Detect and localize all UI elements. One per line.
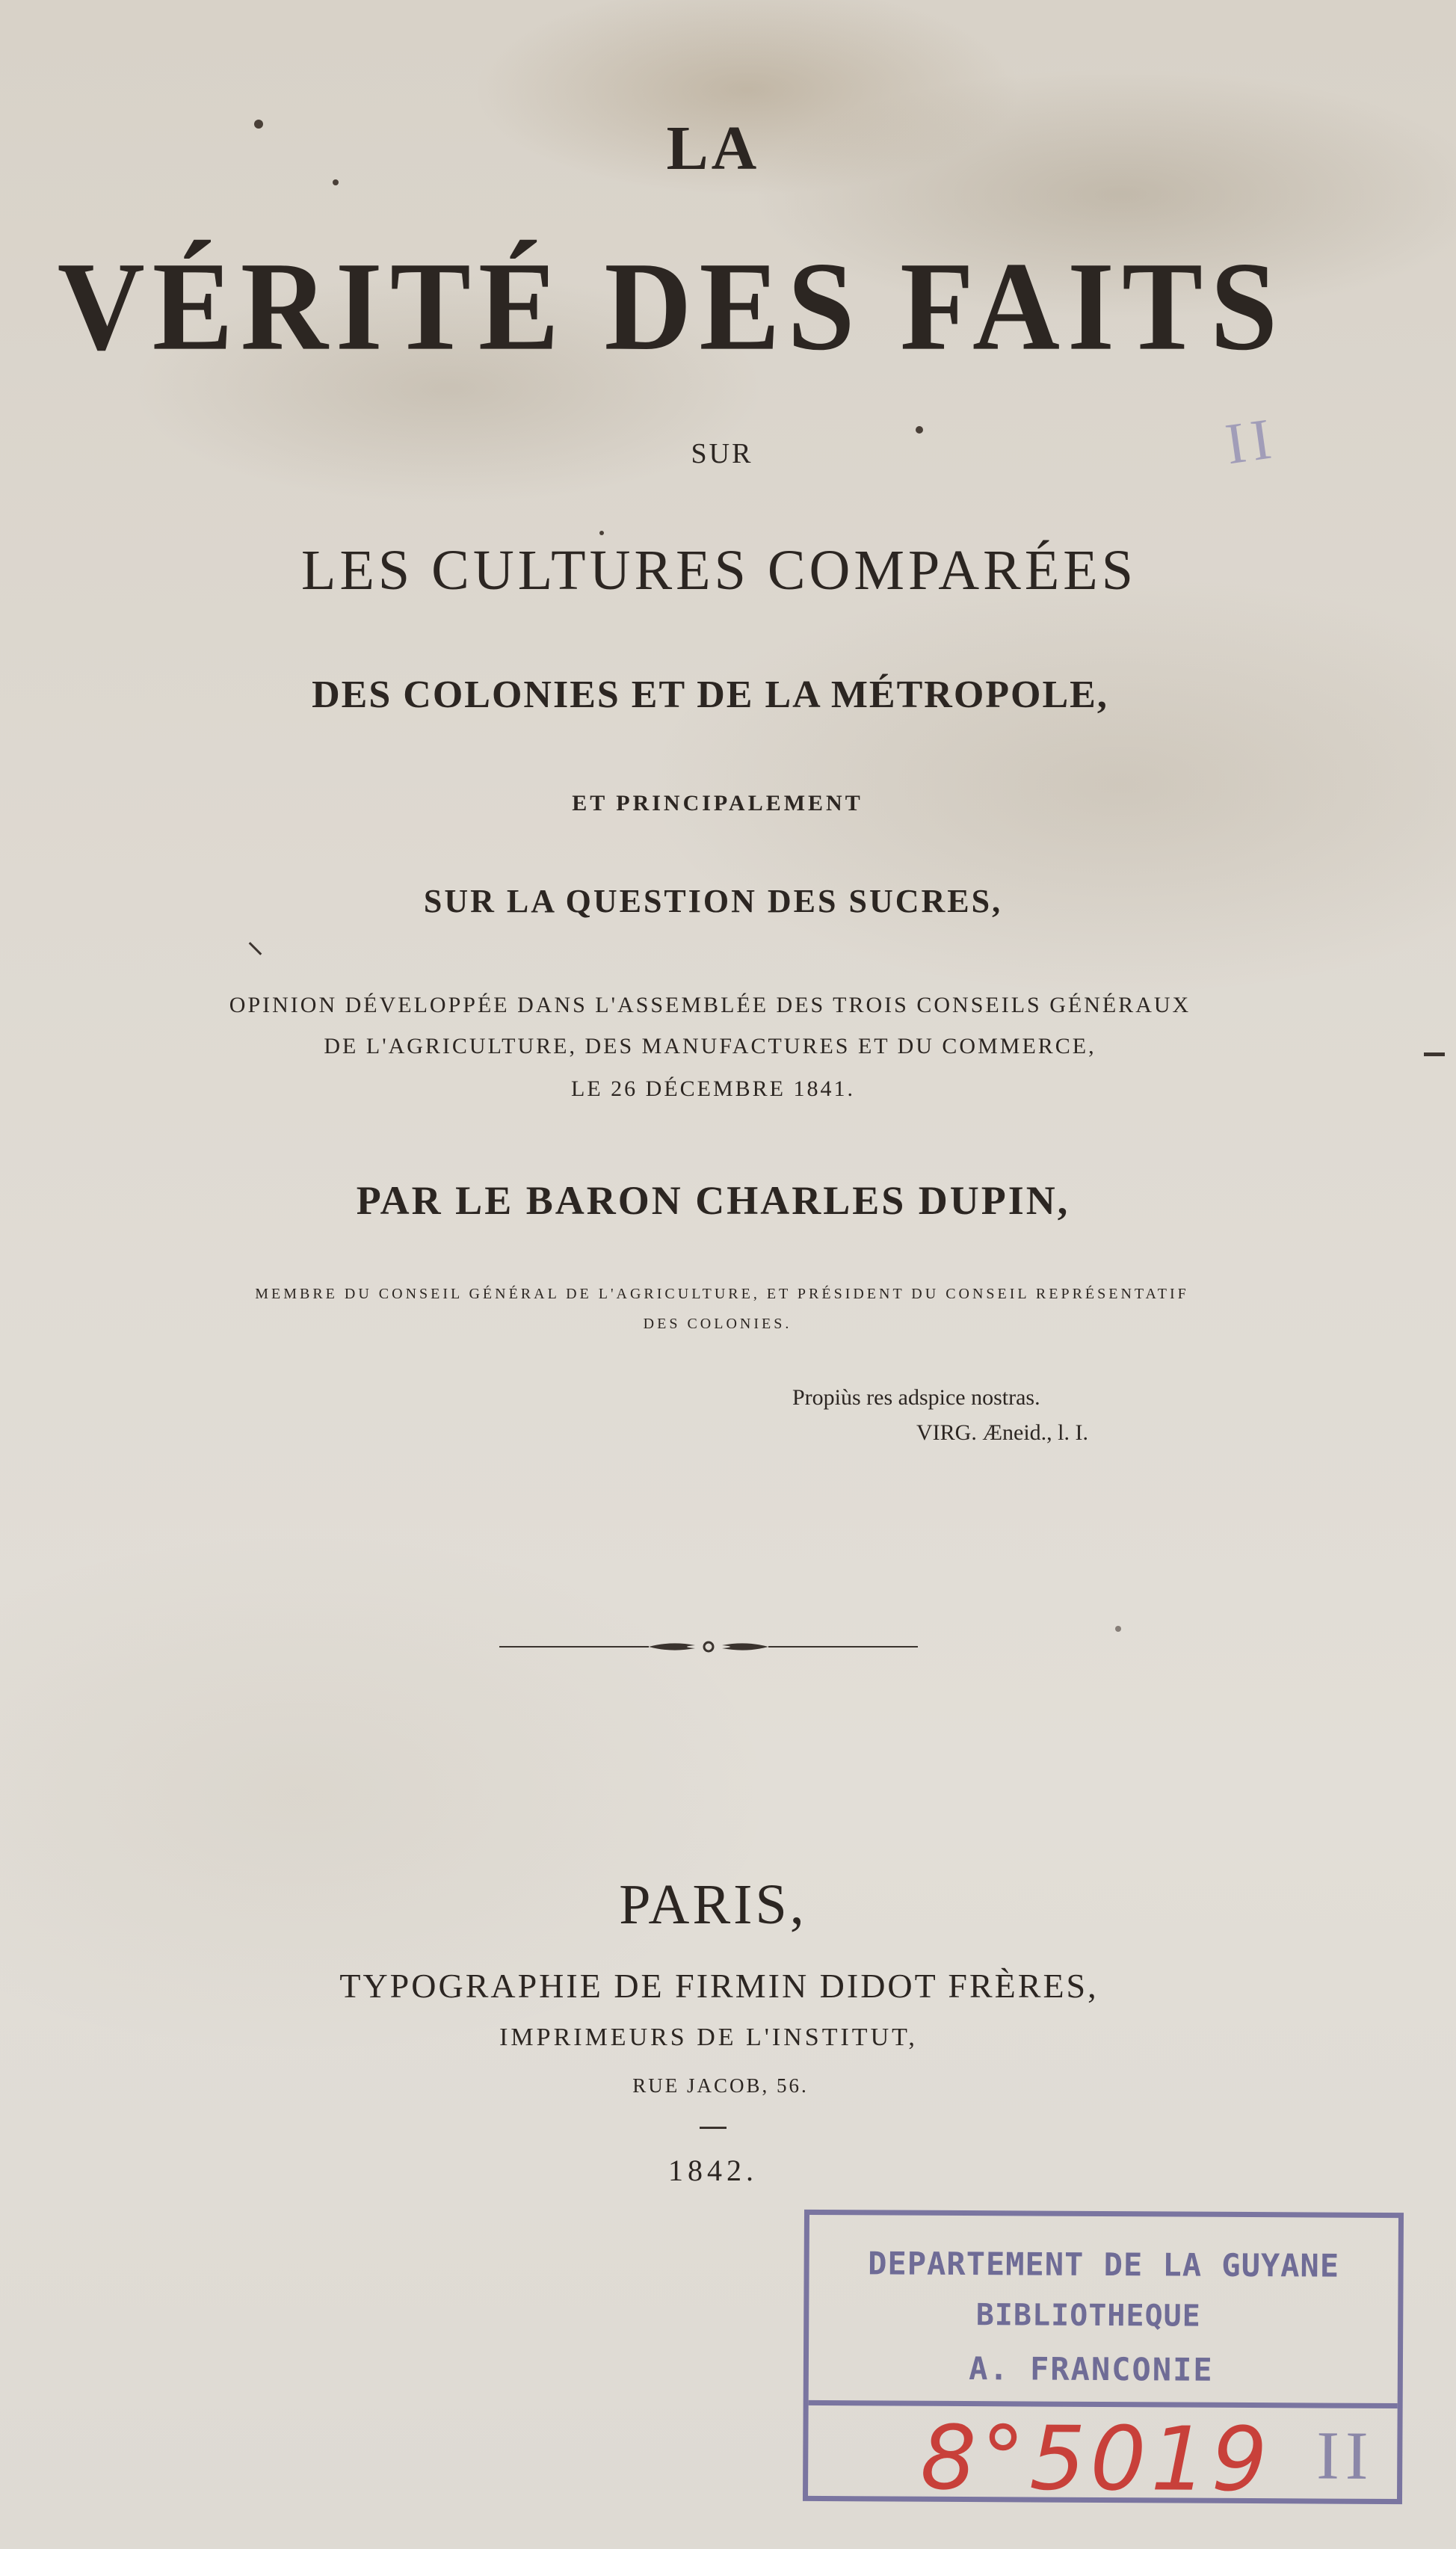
imprint-address: RUE JACOB, 56.: [632, 2074, 809, 2097]
epigraph-quote: Propiùs res adspice nostras.: [792, 1385, 1040, 1410]
imprint-printer-role: IMPRIMEURS DE L'INSTITUT,: [499, 2024, 918, 2051]
ornament-rule-icon: [499, 1632, 918, 1662]
stamp-line-2: BIBLIOTHEQUE: [975, 2298, 1201, 2334]
author-credentials: MEMBRE DU CONSEIL GÉNÉRAL DE L'AGRICULTURE, ET PRÉSIDENT DU CONSEIL REPRÉSENTATIF: [255, 1286, 1189, 1302]
stray-mark: [249, 942, 262, 955]
ink-speck: [1115, 1626, 1121, 1632]
opinion-line: DE L'AGRICULTURE, DES MANUFACTURES ET DU COMMERCE,: [324, 1034, 1096, 1058]
stamp-roman-mark: II: [1316, 2417, 1375, 2494]
title-article: LA: [666, 114, 760, 183]
stamp-line-3: A. FRANCONIE: [969, 2350, 1214, 2388]
author-credentials: DES COLONIES.: [643, 1316, 792, 1332]
author-line: PAR LE BARON CHARLES DUPIN,: [356, 1178, 1070, 1223]
margin-shelf-mark: II: [1221, 404, 1281, 477]
subtitle-line-1: LES CULTURES COMPARÉES: [301, 539, 1137, 602]
opinion-line: OPINION DÉVELOPPÉE DANS L'ASSEMBLÉE DES TROIS CONSEILS GÉNÉRAUX: [229, 993, 1191, 1017]
opinion-line: LE 26 DÉCEMBRE 1841.: [571, 1076, 855, 1101]
imprint-year: 1842.: [668, 2154, 758, 2187]
subtitle-sucres: SUR LA QUESTION DES SUCRES,: [423, 883, 1003, 919]
title-sur: SUR: [691, 438, 753, 469]
stamp-line-1: DEPARTEMENT DE LA GUYANE: [868, 2245, 1340, 2284]
imprint-dash: [700, 2127, 727, 2129]
main-title: VÉRITÉ DES FAITS: [57, 236, 1286, 377]
epigraph-citation: VIRG. Æneid., l. I.: [916, 1420, 1088, 1445]
imprint-city: PARIS,: [619, 1873, 807, 1936]
stamp-shelf-number: 8°5019: [919, 2405, 1273, 2512]
imprint-printer: TYPOGRAPHIE DE FIRMIN DIDOT FRÈRES,: [339, 1967, 1099, 2005]
library-stamp: [803, 2210, 1404, 2512]
subtitle-principal: ET PRINCIPALEMENT: [572, 791, 863, 816]
ink-speck: [916, 426, 923, 434]
ink-speck: [599, 531, 604, 535]
subtitle-line-2: DES COLONIES ET DE LA MÉTROPOLE,: [312, 674, 1108, 716]
